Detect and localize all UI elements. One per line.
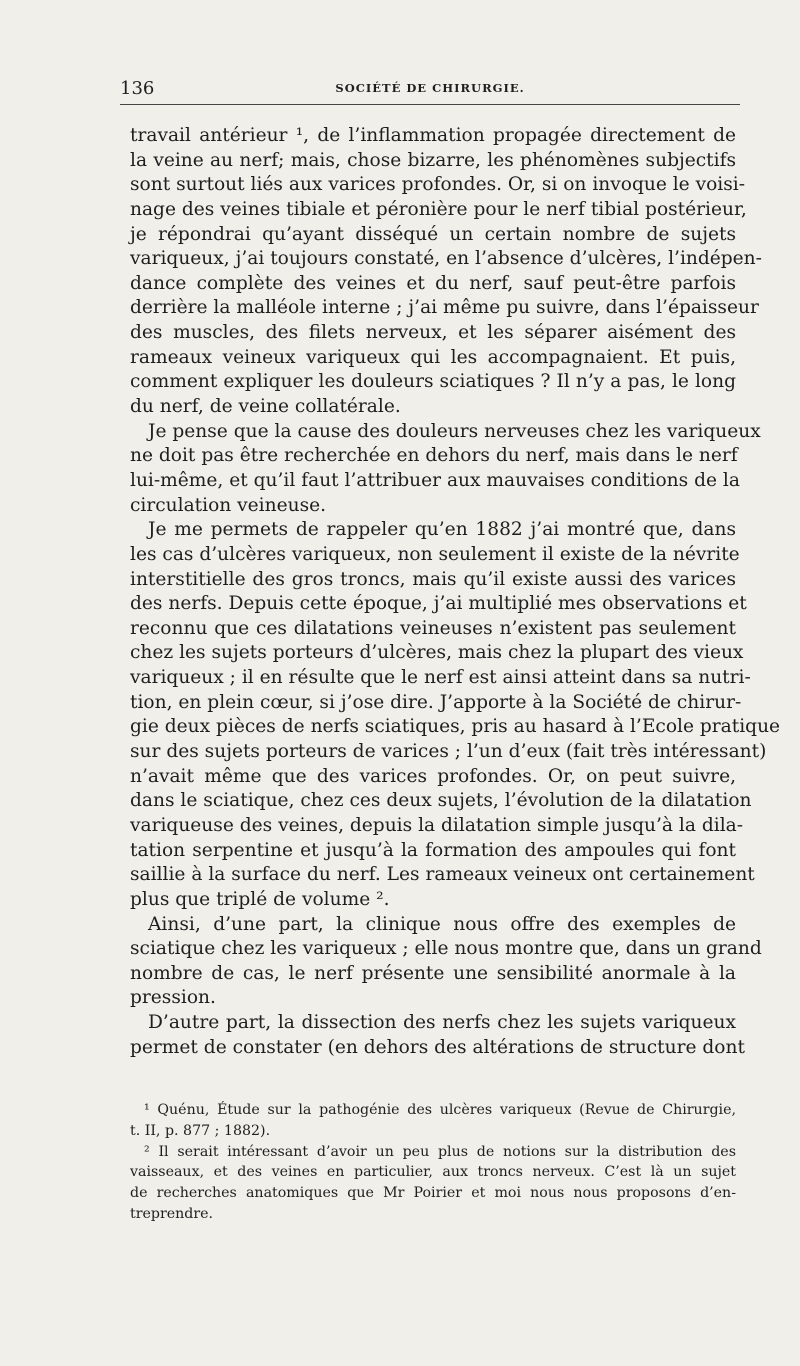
page-number: 136 xyxy=(120,78,155,99)
text-line: lui-même, et qu’il faut l’attribuer aux mauvaises conditions de la xyxy=(130,469,740,491)
body-text xyxy=(130,124,781,1060)
text-line: je répondrai qu’ayant disséqué un certain nombre de sujets xyxy=(130,223,736,245)
footnote-line: treprendre. xyxy=(130,1205,214,1222)
header-rule xyxy=(120,104,740,105)
text-line: sciatique chez les variqueux ; elle nous montre que, dans un grand xyxy=(130,938,762,960)
footnote-line: ¹ Quénu, Étude sur la pathogénie des ulcères variqueux (Revue de Chirurgie, xyxy=(144,1102,736,1118)
text-line: du nerf, de veine collatérale. xyxy=(130,396,401,418)
text-line: des muscles, des filets nerveux, et les séparer aisément des xyxy=(130,322,736,344)
text-line: Je me permets de rappeler qu’en 1882 j’ai montré que, dans xyxy=(148,519,736,541)
text-line: sur des sujets porteurs de varices ; l’un d’eux (fait très intéressant) xyxy=(130,741,767,763)
text-line: ne doit pas être recherchée en dehors du nerf, mais dans le nerf xyxy=(130,445,738,467)
text-line: Je pense que la cause des douleurs nerveuses chez les variqueux xyxy=(148,420,761,442)
text-line: travail antérieur ¹, de l’inflammation propagée directement de xyxy=(130,125,736,146)
footnote-line: ² Il serait intéressant d’avoir un peu plus de notions sur la distribution des xyxy=(144,1143,736,1160)
text-line: sont surtout liés aux varices profondes. Or, si on invoque le voisi- xyxy=(130,174,746,196)
text-line: chez les sujets porteurs d’ulcères, mais chez la plupart des vieux xyxy=(130,642,744,664)
text-line: D’autre part, la dissection des nerfs chez les sujets variqueux xyxy=(148,1012,736,1034)
text-line: pression. xyxy=(130,987,216,1009)
text-line: gie deux pièces de nerfs sciatiques, pris au hasard à l’Ecole pratique xyxy=(130,716,781,738)
text-line: permet de constater (en dehors des altérations de structure dont xyxy=(130,1036,745,1058)
text-line: rameaux veineux variqueux qui les accompagnaient. Et puis, xyxy=(130,346,736,368)
text-line: Ainsi, d’une part, la clinique nous offre des exemples de xyxy=(148,913,736,935)
text-line: reconnu que ces dilatations veineuses n’existent pas seulement xyxy=(130,617,736,639)
text-line: nage des veines tibiale et péronière pour le nerf tibial postérieur, xyxy=(130,198,747,220)
footnote-line: de recherches anatomiques que Mr Poirier et moi nous nous proposons d’en- xyxy=(130,1185,736,1202)
text-line: variqueux ; il en résulte que le nerf est ainsi atteint dans sa nutri- xyxy=(130,667,751,689)
text-line: n’avait même que des varices profondes. Or, on peut suivre, xyxy=(130,765,736,787)
text-line: interstitielle des gros troncs, mais qu’il existe aussi des varices xyxy=(130,568,736,590)
text-line: comment expliquer les douleurs sciatiques ? Il n’y a pas, le long xyxy=(130,371,736,393)
text-line: les cas d’ulcères variqueux, non seulement il existe de la névrite xyxy=(130,543,740,565)
text-line: dans le sciatique, chez ces deux sujets, l’évolution de la dilatation xyxy=(130,790,752,812)
text-line: variqueuse des veines, depuis la dilatation simple jusqu’à la dila- xyxy=(130,814,744,836)
text-line: tion, en plein cœur, si j’ose dire. J’apporte à la Société de chirur- xyxy=(130,691,742,713)
text-line: nombre de cas, le nerf présente une sensibilité anormale à la xyxy=(130,962,736,984)
footnotes xyxy=(130,1100,736,1225)
footnote-line: t. II, p. 877 ; 1882). xyxy=(130,1122,271,1139)
text-line: tation serpentine et jusqu’à la formation des ampoules qui font xyxy=(130,839,736,861)
text-line: variqueux, j’ai toujours constaté, en l’absence d’ulcères, l’indépen- xyxy=(130,248,762,270)
footnote-line: vaisseaux, et des veines en particulier, aux troncs nerveux. C’est là un sujet xyxy=(130,1164,736,1181)
text-line: des nerfs. Depuis cette époque, j’ai multiplié mes observations et xyxy=(130,593,747,615)
text-line: la veine au nerf; mais, chose bizarre, les phénomènes subjectifs xyxy=(130,149,736,171)
text-line: plus que triplé de volume ². xyxy=(130,888,390,910)
text-line: circulation veineuse. xyxy=(130,494,327,516)
text-line: saillie à la surface du nerf. Les rameaux veineux ont certainement xyxy=(130,864,755,886)
text-line: derrière la malléole interne ; j’ai même pu suivre, dans l’épaisseur xyxy=(130,297,759,319)
page-header xyxy=(120,78,740,102)
text-line: dance complète des veines et du nerf, sauf peut-être parfois xyxy=(130,272,736,294)
running-title: SOCIÉTÉ DE CHIRURGIE. xyxy=(335,81,525,95)
